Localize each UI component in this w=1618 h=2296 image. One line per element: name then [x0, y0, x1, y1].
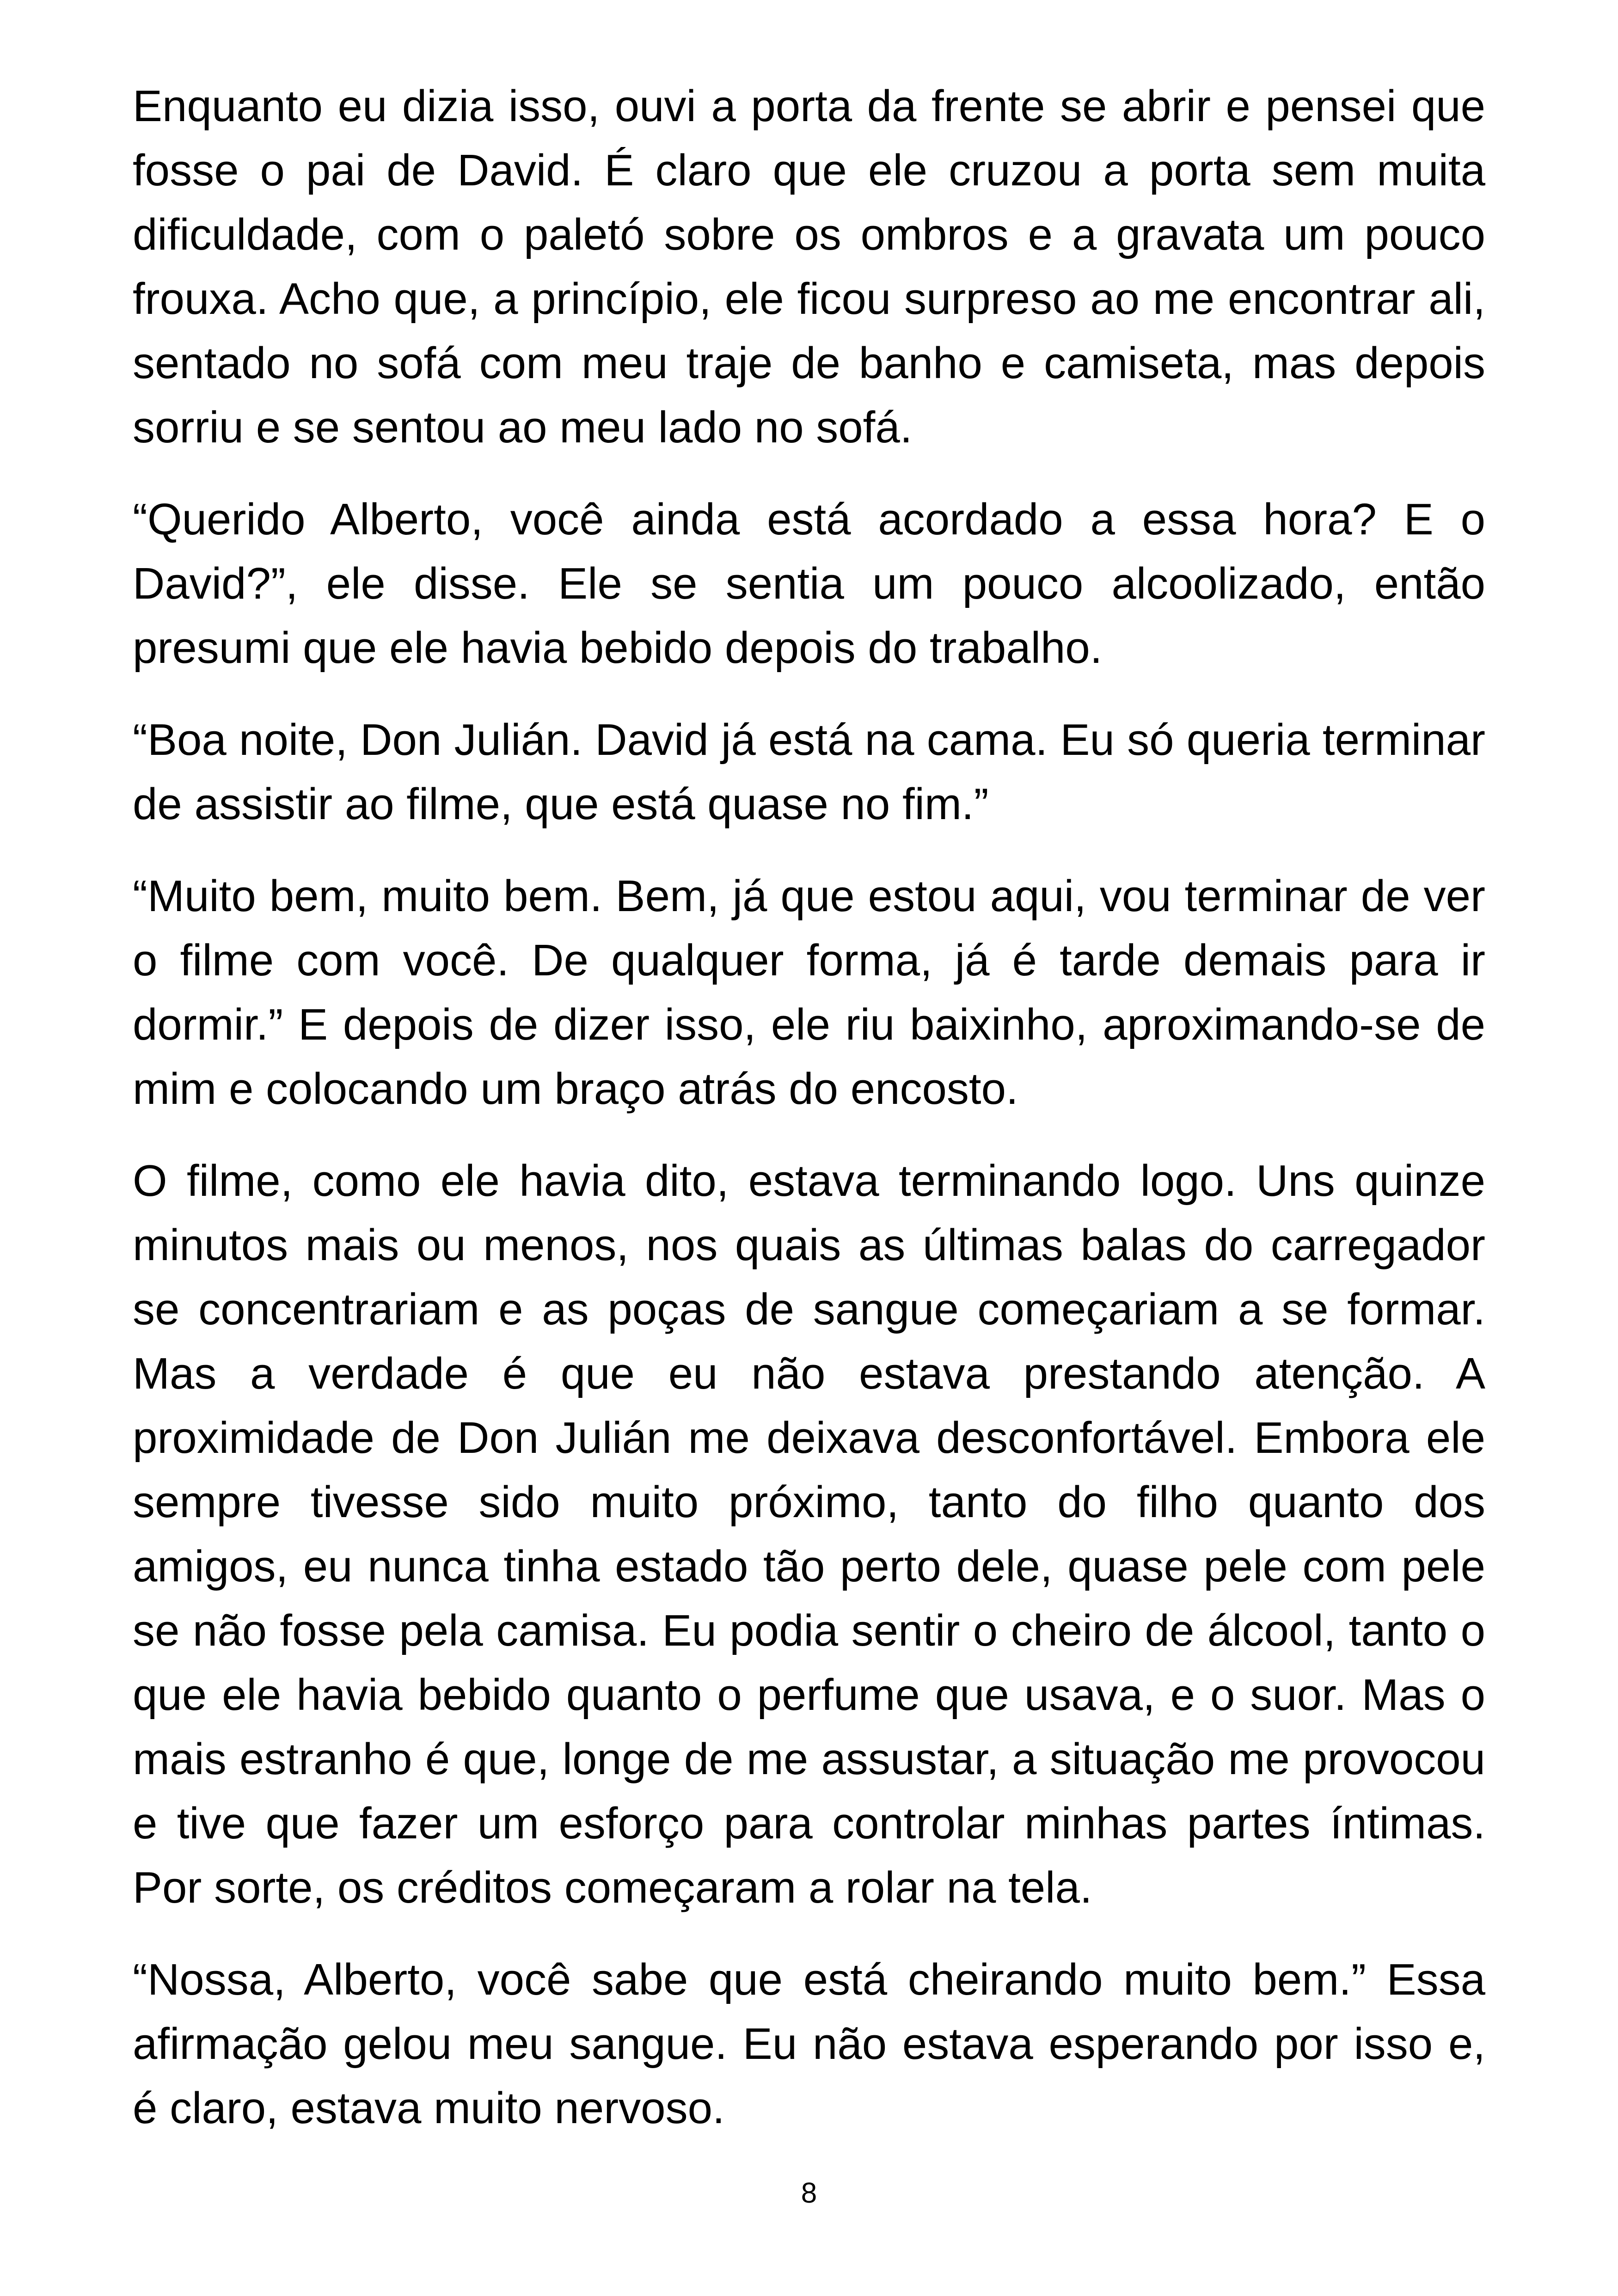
paragraph: “Muito bem, muito bem. Bem, já que estou aqui, vou terminar de ver o filme com você. De qualquer forma, já é tarde demais para ir dormir.” E depois de dizer isso, ele riu baixinho, aproximando-se de mim e colocando um braço atrás do encosto. [133, 871, 1485, 1114]
paragraph: “Nossa, Alberto, você sabe que está cheirando muito bem.” Essa afirmação gelou meu sangue. Eu não estava esperando por isso e, é claro, estava muito nervoso. [133, 1955, 1485, 2133]
paragraph: “Querido Alberto, você ainda está acordado a essa hora? E o David?”, ele disse. Ele se sentia um pouco alcoolizado, então presumi que ele havia bebido depois do trabalho. [133, 495, 1485, 673]
page-body [133, 74, 1485, 2168]
paragraph: “Boa noite, Don Julián. David já está na cama. Eu só queria terminar de assistir ao filme, que está quase no fim.” [133, 715, 1485, 829]
paragraph: Enquanto eu dizia isso, ouvi a porta da frente se abrir e pensei que fosse o pai de David. É claro que ele cruzou a porta sem muita dificuldade, com o paletó sobre os ombros e a gravata um pouco frouxa. Acho que, a princípio, ele ficou surpreso ao me encontrar ali, sentado no sofá com meu traje de banho e camiseta, mas depois sorriu e se sentou ao meu lado no sofá. [133, 81, 1485, 452]
page-number: 8 [801, 2177, 817, 2209]
paragraph: O filme, como ele havia dito, estava terminando logo. Uns quinze minutos mais ou menos, nos quais as últimas balas do carregador se concentrariam e as poças de sangue começariam a se formar. Mas a verdade é que eu não estava prestando atenção. A proximidade de Don Julián me deixava desconfortável. Embora ele sempre tivesse sido muito próximo, tanto do filho quanto dos amigos, eu nunca tinha estado tão perto dele, quase pele com pele se não fosse pela camisa. Eu podia sentir o cheiro de álcool, tanto o que ele havia bebido quanto o perfume que usava, e o suor. Mas o mais estranho é que, longe de me assustar, a situação me provocou e tive que fazer um esforço para controlar minhas partes íntimas. Por sorte, os créditos começaram a rolar na tela. [133, 1156, 1485, 1912]
